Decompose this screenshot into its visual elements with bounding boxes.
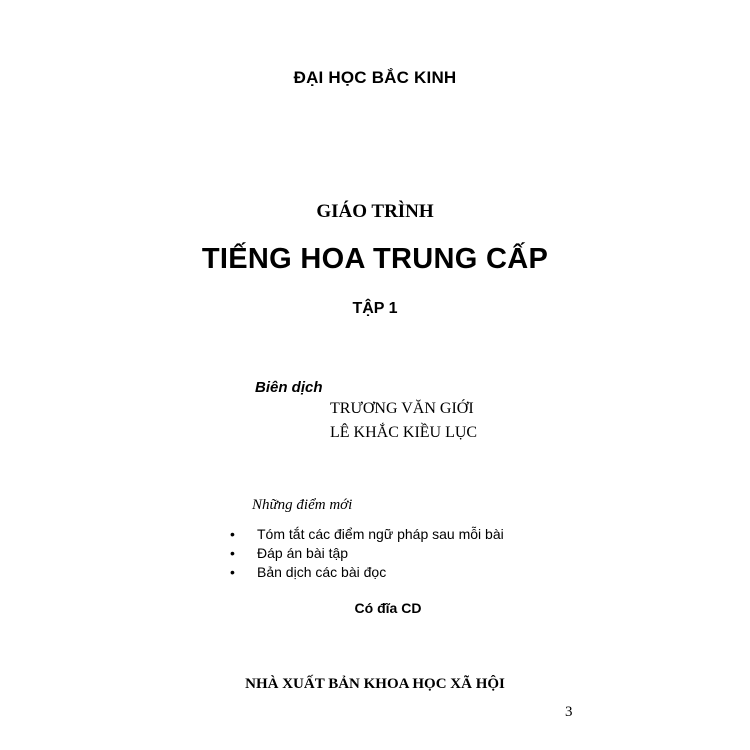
feature-text: Bản dịch các bài đọc bbox=[257, 564, 387, 580]
features-heading: Những điểm mới bbox=[252, 497, 353, 513]
bullet-icon: • bbox=[230, 526, 235, 542]
feature-text: Đáp án bài tập bbox=[257, 545, 349, 561]
feature-item bbox=[230, 526, 504, 542]
cd-note: Có đĩa CD bbox=[354, 600, 422, 616]
bullet-icon: • bbox=[230, 545, 235, 561]
page-number: 3 bbox=[565, 704, 573, 720]
feature-item bbox=[230, 545, 348, 561]
university-name: ĐẠI HỌC BẮC KINH bbox=[293, 68, 457, 87]
translator-name: TRƯƠNG VĂN GIỚI bbox=[330, 400, 474, 417]
book-label: GIÁO TRÌNH bbox=[316, 201, 434, 222]
translator-heading: Biên dịch bbox=[255, 379, 323, 396]
book-title: TIẾNG HOA TRUNG CẤP bbox=[201, 243, 549, 275]
feature-item bbox=[230, 564, 386, 580]
publisher-name: NHÀ XUẤT BẢN KHOA HỌC XÃ HỘI bbox=[245, 676, 505, 692]
translator-name: LÊ KHẮC KIỀU LỤC bbox=[330, 424, 478, 441]
bullet-icon: • bbox=[230, 564, 235, 580]
feature-text: Tóm tắt các điểm ngữ pháp sau mỗi bài bbox=[257, 526, 504, 542]
volume-label: TẬP 1 bbox=[352, 300, 398, 317]
